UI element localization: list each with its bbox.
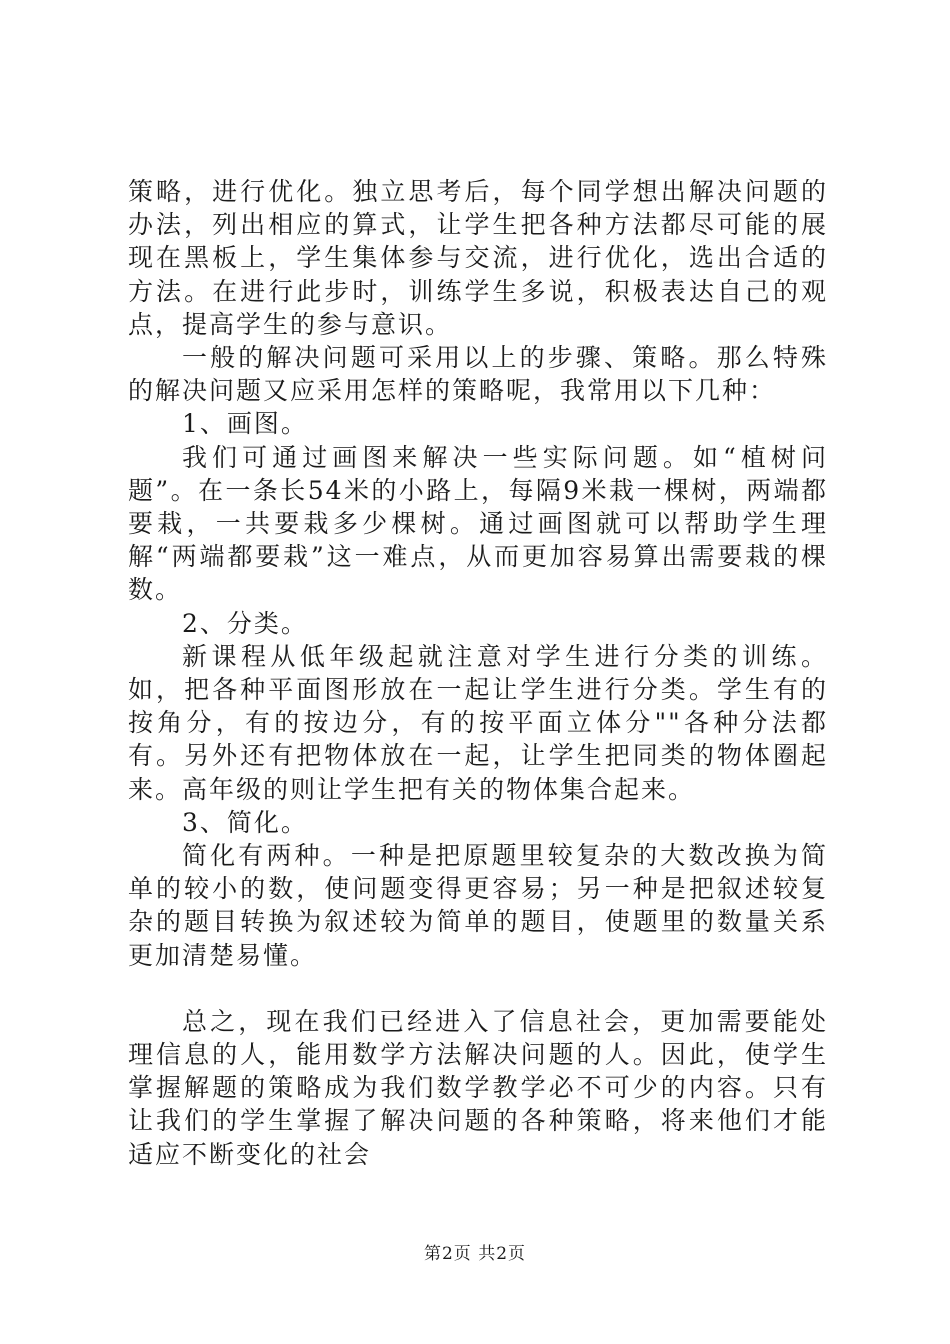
- heading-simplification: 3、简化。: [182, 807, 308, 837]
- paragraph-classification: 新课程从低年级起就注意对学生进行分类的训练。如，把各种平面图形放在一起让学生进行分类。学生有的按角分，有的按边分，有的按平面立体分""各种分法都有。另外还有把物体放在一起，让学生把同类的物体圈起来。高年级的则让学生把有关的物体集合起来。: [128, 641, 828, 804]
- paragraph-conclusion: 总之，现在我们已经进入了信息社会，更加需要能处理信息的人，能用数学方法解决问题的人。因此，使学生掌握解题的策略成为我们数学教学必不可少的内容。只有让我们的学生掌握了解决问题的各种策略，将来他们才能适应不断变化的社会: [128, 1006, 828, 1169]
- heading-classification: 2、分类。: [182, 608, 308, 638]
- document-body: [128, 175, 828, 1171]
- paragraph-drawing: 我们可通过画图来解决一些实际问题。如“植树问题”。在一条长54米的小路上，每隔9米栽一棵树，两端都要栽，一共要栽多少棵树。通过画图就可以帮助学生理解“两端都要栽”这一难点，从而更加容易算出需要栽的棵数。: [128, 442, 828, 605]
- paragraph-intro-special: 一般的解决问题可采用以上的步骤、策略。那么特殊的解决问题又应采用怎样的策略呢，我常用以下几种：: [128, 343, 828, 406]
- paragraph-continuation: 策略，进行优化。独立思考后，每个同学想出解决问题的办法，列出相应的算式，让学生把各种方法都尽可能的展现在黑板上，学生集体参与交流，进行优化，选出合适的方法。在进行此步时，训练学生多说，积极表达自己的观点，提高学生的参与意识。: [128, 177, 828, 339]
- heading-drawing: 1、画图。: [182, 409, 308, 439]
- page-number-footer: 第2页 共2页: [423, 1244, 527, 1264]
- paragraph-simplification: 简化有两种。一种是把原题里较复杂的大数改换为简单的较小的数，使问题变得更容易；另一种是把叙述较复杂的题目转换为叙述较为简单的题目，使题里的数量关系更加清楚易懂。: [128, 841, 828, 970]
